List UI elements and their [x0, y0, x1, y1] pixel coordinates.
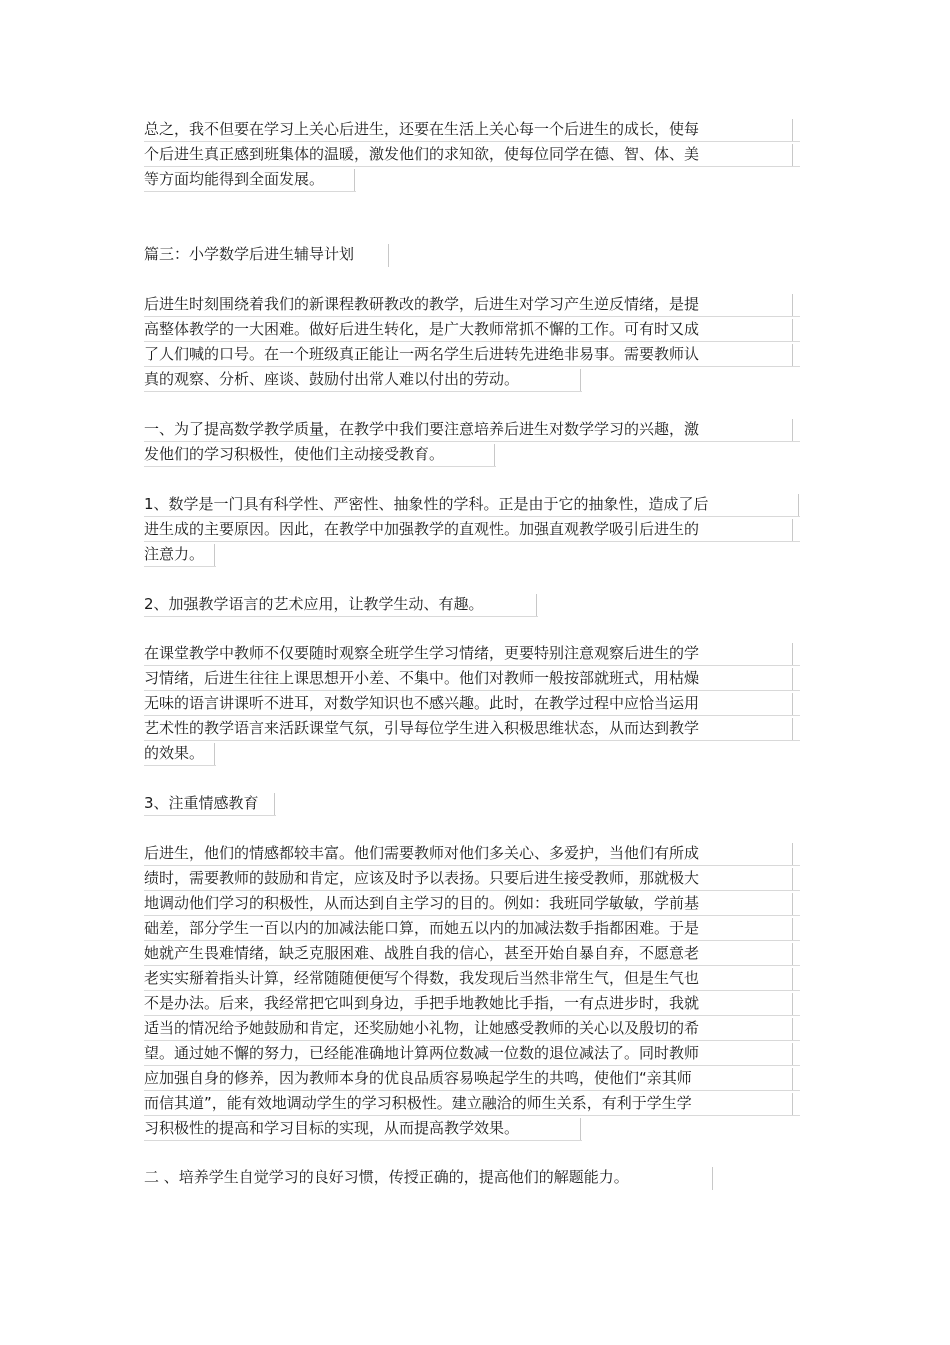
text-line: 后进生时刻围绕着我们的新课程教研教改的教学，后进生对学习产生逆反情绪，是提 — [144, 292, 800, 317]
text-line: 1、数学是一门具有科学性、严密性、抽象性的学科。正是由于它的抽象性，造成了后 — [144, 492, 800, 517]
text-line: 进生成的主要原因。因此，在教学中加强教学的直观性。加强直观教学吸引后进生的 — [144, 517, 800, 542]
text-line: 注意力。 — [144, 542, 216, 567]
paragraph-summary — [144, 117, 800, 192]
text-line: 一、为了提高数学教学质量，在教学中我们要注意培养后进生对数学学习的兴趣，激 — [144, 417, 800, 442]
text-line: 无味的语言讲课听不进耳，对数学知识也不感兴趣。此时，在教学过程中应恰当运用 — [144, 691, 800, 716]
paragraph-point-one — [144, 417, 800, 467]
text-line: 3、注重情感教育 — [144, 791, 276, 816]
text-line: 艺术性的教学语言来活跃课堂气氛，引导每位学生进入积极思维状态，从而达到教学 — [144, 716, 800, 741]
text-line: 高整体教学的一大困难。做好后进生转化，是广大教师常抓不懈的工作。可有时又成 — [144, 317, 800, 342]
text-line: 等方面均能得到全面发展。 — [144, 167, 356, 192]
text-line: 地调动他们学习的积极性，从而达到自主学习的目的。例如：我班同学敏敏，学前基 — [144, 891, 800, 916]
paragraph-emotion — [144, 841, 800, 1141]
paragraph-item-2 — [144, 592, 800, 617]
text-line: 老实实掰着指头计算，经常随随便便写个得数，我发现后当然非常生气，但是生气也 — [144, 966, 800, 991]
text-line: 后进生，他们的情感都较丰富。他们需要教师对他们多关心、多爱护，当他们有所成 — [144, 841, 800, 866]
text-line: 总之，我不但要在学习上关心后进生，还要在生活上关心每一个后进生的成长，使每 — [144, 117, 800, 142]
text-line: 个后进生真正感到班集体的温暖，激发他们的求知欲，使每位同学在德、智、体、美 — [144, 142, 800, 167]
text-line: 适当的情况给予她鼓励和肯定，还奖励她小礼物，让她感受教师的关心以及殷切的希 — [144, 1016, 800, 1041]
text-line: 2、加强教学语言的艺术应用，让教学生动、有趣。 — [144, 592, 538, 617]
section-heading — [144, 242, 800, 267]
text-line: 应加强自身的修养，因为教师本身的优良品质容易唤起学生的共鸣，使他们“亲其师 — [144, 1066, 800, 1091]
text-line: 绩时，需要教师的鼓励和肯定，应该及时予以表扬。只要后进生接受教师，那就极大 — [144, 866, 800, 891]
text-line: 她就产生畏难情绪，缺乏克服困难、战胜自我的信心，甚至开始自暴自弃，不愿意老 — [144, 941, 800, 966]
heading-line: 篇三：小学数学后进生辅导计划 — [144, 242, 390, 267]
text-line: 习情绪，后进生往往上课思想开小差、不集中。他们对教师一般按部就班式，用枯燥 — [144, 666, 800, 691]
text-line: 的效果。 — [144, 741, 216, 766]
text-line: 习积极性的提高和学习目标的实现，从而提高教学效果。 — [144, 1116, 582, 1141]
paragraph-point-two — [144, 1165, 800, 1190]
paragraph-intro — [144, 292, 800, 392]
text-line: 真的观察、分析、座谈、鼓励付出常人难以付出的劳动。 — [144, 367, 582, 392]
paragraph-classroom — [144, 641, 800, 766]
paragraph-item-3 — [144, 791, 800, 816]
text-line: 了人们喊的口号。在一个班级真正能让一两名学生后进转先进绝非易事。需要教师认 — [144, 342, 800, 367]
text-line: 不是办法。后来，我经常把它叫到身边，手把手地教她比手指，一有点进步时，我就 — [144, 991, 800, 1016]
text-line: 础差，部分学生一百以内的加减法能口算，而她五以内的加减法数手指都困难。于是 — [144, 916, 800, 941]
paragraph-item-1 — [144, 492, 800, 567]
text-line: 二 、培养学生自觉学习的良好习惯，传授正确的，提高他们的解题能力。 — [144, 1165, 714, 1190]
text-line: 望。通过她不懈的努力，已经能准确地计算两位数减一位数的退位减法了。同时教师 — [144, 1041, 800, 1066]
text-line: 而信其道”，能有效地调动学生的学习积极性。建立融洽的师生关系，有利于学生学 — [144, 1091, 800, 1116]
text-line: 发他们的学习积极性，使他们主动接受教育。 — [144, 442, 496, 467]
text-line: 在课堂教学中教师不仅要随时观察全班学生学习情绪，更要特别注意观察后进生的学 — [144, 641, 800, 666]
